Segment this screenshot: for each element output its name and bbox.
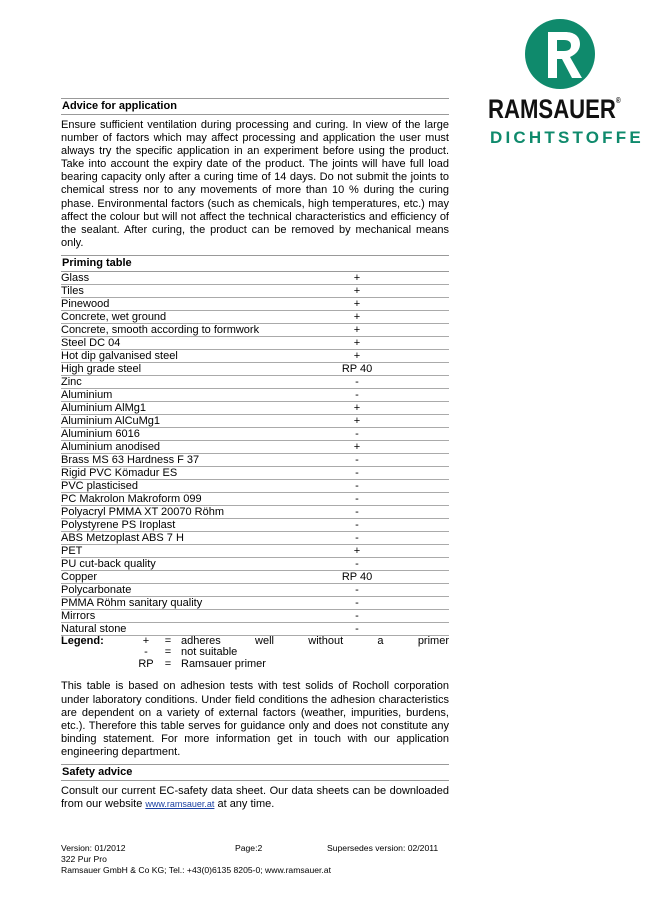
footer-version: Version: 01/2012 — [61, 843, 126, 853]
legend-label: Legend: — [61, 634, 104, 647]
table-row — [61, 375, 449, 388]
priming-value-cell: + — [287, 284, 449, 297]
priming-value-cell: + — [287, 323, 449, 336]
priming-value-cell: - — [287, 375, 449, 388]
substrate-cell: PU cut-back quality — [61, 557, 287, 570]
substrate-cell: Concrete, wet ground — [61, 310, 287, 323]
table-row — [61, 440, 449, 453]
brand-tagline: DICHTSTOFFE — [490, 128, 644, 147]
legend-row: - = not suitable — [144, 646, 238, 659]
priming-value-cell: RP 40 — [287, 362, 449, 375]
priming-value-cell: - — [287, 466, 449, 479]
priming-value-cell: - — [287, 596, 449, 609]
priming-value-cell: + — [287, 349, 449, 362]
legend-row: RP = Ramsauer primer — [138, 657, 266, 670]
substrate-cell: PET — [61, 544, 287, 557]
table-row — [61, 427, 449, 440]
table-row — [61, 297, 449, 310]
substrate-cell: Steel DC 04 — [61, 336, 287, 349]
ramsauer-r-logo-icon — [524, 18, 596, 90]
priming-value-cell: + — [287, 297, 449, 310]
footer — [61, 843, 461, 876]
priming-value-cell: - — [287, 583, 449, 596]
substrate-cell: ABS Metzoplast ABS 7 H — [61, 531, 287, 544]
priming-value-cell: + — [287, 272, 449, 285]
substrate-cell: PMMA Röhm sanitary quality — [61, 596, 287, 609]
priming-value-cell: - — [287, 427, 449, 440]
footer-page: Page:2 — [235, 843, 263, 853]
priming-value-cell: - — [287, 557, 449, 570]
table-row — [61, 609, 449, 622]
priming-value-cell: - — [287, 453, 449, 466]
priming-value-cell: + — [287, 310, 449, 323]
substrate-cell: Tiles — [61, 284, 287, 297]
table-row — [61, 531, 449, 544]
advice-text: Ensure sufficient ventilation during processing and curing. In view of the large number of factors which may affect processing and application the user must always try the specific application in an experiment before using the product. Take into account the expiry date of the product. The joints will have full load bearing capacity only after a curing time of 14 days. Do not submit the joints to chemical stress nor to any movements of more than 10 % during the curing phase. Environmental factors (such as chemicals, high temperatures, etc.) may affect the colour but will not affect the technical characteristics and efficiency of the sealant. After curing, the product can be removed by mechanical means only. — [61, 119, 449, 249]
safety-title: Safety advice — [61, 764, 449, 781]
substrate-cell: High grade steel — [61, 362, 287, 375]
table-row — [61, 388, 449, 401]
table-row — [61, 323, 449, 336]
table-row — [61, 362, 449, 375]
table-row — [61, 544, 449, 557]
substrate-cell: Concrete, smooth according to formwork — [61, 323, 287, 336]
substrate-cell: Pinewood — [61, 297, 287, 310]
table-row — [61, 479, 449, 492]
substrate-cell: Copper — [61, 570, 287, 583]
priming-value-cell: + — [287, 544, 449, 557]
priming-value-cell: - — [287, 479, 449, 492]
priming-value-cell: - — [287, 518, 449, 531]
table-row — [61, 557, 449, 570]
brand-name: RAMSAUER® — [488, 94, 621, 124]
table-row — [61, 518, 449, 531]
table-row — [61, 492, 449, 505]
substrate-cell: PC Makrolon Makroform 099 — [61, 492, 287, 505]
priming-value-cell: - — [287, 609, 449, 622]
priming-value-cell: - — [287, 622, 449, 635]
priming-value-cell: + — [287, 336, 449, 349]
table-row — [61, 570, 449, 583]
priming-value-cell: + — [287, 401, 449, 414]
priming-table — [61, 272, 449, 636]
substrate-cell: Polycarbonate — [61, 583, 287, 596]
table-row — [61, 349, 449, 362]
table-row — [61, 505, 449, 518]
table-row — [61, 596, 449, 609]
substrate-cell: Zinc — [61, 375, 287, 388]
priming-value-cell: - — [287, 531, 449, 544]
footer-supersedes: Supersedes version: 02/2011 — [327, 843, 439, 853]
footer-product: 322 Pur Pro — [61, 854, 107, 864]
substrate-cell: Mirrors — [61, 609, 287, 622]
table-row — [61, 583, 449, 596]
table-row — [61, 401, 449, 414]
table-row — [61, 336, 449, 349]
substrate-cell: Aluminium AlMg1 — [61, 401, 287, 414]
priming-value-cell: + — [287, 414, 449, 427]
table-row — [61, 622, 449, 635]
substrate-cell: Aluminium 6016 — [61, 427, 287, 440]
substrate-cell: Brass MS 63 Hardness F 37 — [61, 453, 287, 466]
priming-value-cell: + — [287, 440, 449, 453]
footer-company: Ramsauer GmbH & Co KG; Tel.: +43(0)6135 8205-0; www.ramsauer.at — [61, 865, 331, 875]
substrate-cell: Polystyrene PS Iroplast — [61, 518, 287, 531]
substrate-cell: Aluminium — [61, 388, 287, 401]
table-row — [61, 310, 449, 323]
priming-value-cell: RP 40 — [287, 570, 449, 583]
table-row — [61, 272, 449, 285]
priming-value-cell: - — [287, 388, 449, 401]
substrate-cell: Aluminium anodised — [61, 440, 287, 453]
priming-value-cell: - — [287, 505, 449, 518]
table-row — [61, 284, 449, 297]
legend-row: Legend: + = adheres well without a primer — [61, 634, 449, 647]
priming-title: Priming table — [61, 255, 449, 272]
table-row — [61, 453, 449, 466]
legend — [61, 636, 449, 671]
table-row — [61, 466, 449, 479]
advice-title: Advice for application — [61, 98, 449, 115]
substrate-cell: Hot dip galvanised steel — [61, 349, 287, 362]
substrate-cell: PVC plasticised — [61, 479, 287, 492]
substrate-cell: Natural stone — [61, 622, 287, 635]
website-link[interactable]: www.ramsauer.at — [145, 799, 215, 810]
substrate-cell: Aluminium AlCuMg1 — [61, 414, 287, 427]
substrate-cell: Polyacryl PMMA XT 20070 Röhm — [61, 505, 287, 518]
priming-value-cell: - — [287, 492, 449, 505]
main-content — [61, 98, 449, 816]
substrate-cell: Rigid PVC Kömadur ES — [61, 466, 287, 479]
safety-text: Consult our current EC-safety data sheet. Our data sheets can be downloaded from our website www.ramsauer.at at any time. — [61, 785, 449, 811]
table-row — [61, 414, 449, 427]
priming-note: This table is based on adhesion tests with test solids of Rocholl corporation under laboratory conditions. Under field conditions the adhesion characteristics are dependent on a variety of external factors (weather, impurities, burdens, etc.). Therefore this table serves for guidance only and does not constitute any binding statement. For more information get in touch with our application engineering department. — [61, 680, 449, 758]
substrate-cell: Glass — [61, 272, 287, 285]
